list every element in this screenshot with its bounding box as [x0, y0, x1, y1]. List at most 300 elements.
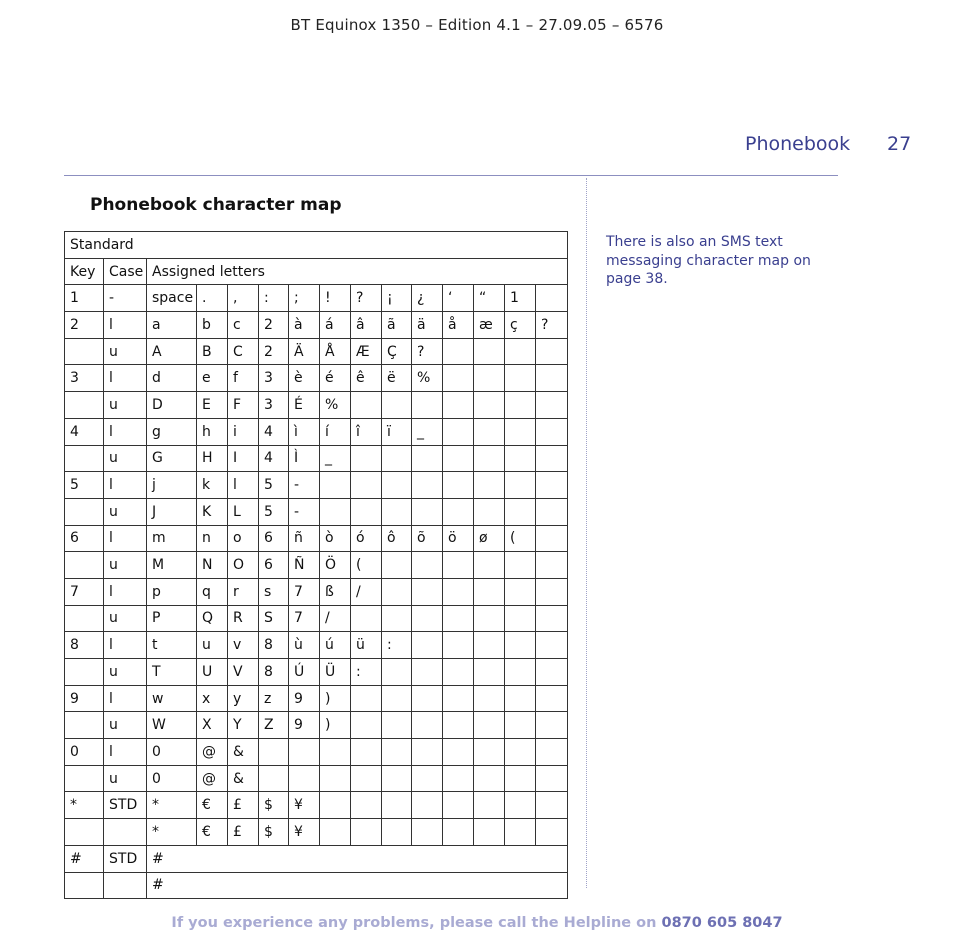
- key-cell: 9: [65, 685, 104, 712]
- letter-cell: 3: [259, 392, 289, 419]
- letter-cell: S: [259, 605, 289, 632]
- letter-cell: Q: [197, 605, 228, 632]
- letter-cell: C: [228, 338, 259, 365]
- table-row: [65, 578, 568, 605]
- table-row: [65, 445, 568, 472]
- letter-cell: [505, 365, 536, 392]
- letter-cell: [351, 712, 382, 739]
- letter-cell: K: [197, 498, 228, 525]
- letter-cell: [536, 418, 568, 445]
- letter-cell: [351, 819, 382, 846]
- letter-cell: :: [259, 285, 289, 312]
- table-row: [65, 552, 568, 579]
- letter-cell: Ü: [320, 659, 351, 686]
- letter-cell: V: [228, 659, 259, 686]
- letter-cell: L: [228, 498, 259, 525]
- letter-cell: [412, 632, 443, 659]
- letter-cell: [505, 498, 536, 525]
- letter-cell: 2: [259, 338, 289, 365]
- case-cell: u: [104, 765, 147, 792]
- letter-cell: i: [228, 418, 259, 445]
- letter-cell: U: [197, 659, 228, 686]
- letter-cell: [474, 739, 505, 766]
- letter-cell: [412, 765, 443, 792]
- letter-cell: c: [228, 312, 259, 339]
- letter-cell: [443, 632, 474, 659]
- letter-cell: [536, 445, 568, 472]
- table-row: [65, 659, 568, 686]
- letter-cell: é: [320, 365, 351, 392]
- key-cell: 8: [65, 632, 104, 659]
- letter-cell: M: [147, 552, 197, 579]
- key-cell: [65, 552, 104, 579]
- letter-cell: ): [320, 712, 351, 739]
- key-cell: #: [65, 845, 104, 872]
- case-cell: -: [104, 285, 147, 312]
- letter-cell: #: [147, 845, 568, 872]
- key-cell: 7: [65, 578, 104, 605]
- key-cell: [65, 445, 104, 472]
- letter-cell: Æ: [351, 338, 382, 365]
- letter-cell: w: [147, 685, 197, 712]
- letter-cell: [443, 712, 474, 739]
- case-cell: [104, 819, 147, 846]
- letter-cell: ê: [351, 365, 382, 392]
- case-cell: STD: [104, 792, 147, 819]
- letter-cell: [382, 552, 412, 579]
- letter-cell: [443, 819, 474, 846]
- letter-cell: [382, 819, 412, 846]
- letter-cell: :: [382, 632, 412, 659]
- case-cell: l: [104, 632, 147, 659]
- letter-cell: [443, 739, 474, 766]
- letter-cell: 6: [259, 525, 289, 552]
- letter-cell: [505, 659, 536, 686]
- letter-cell: ?: [536, 312, 568, 339]
- letter-cell: [474, 605, 505, 632]
- letter-cell: @: [197, 739, 228, 766]
- letter-cell: [536, 338, 568, 365]
- table-row: [65, 472, 568, 499]
- letter-cell: l: [228, 472, 259, 499]
- letter-cell: [320, 739, 351, 766]
- document-header: BT Equinox 1350 – Edition 4.1 – 27.09.05 – 6576: [290, 16, 664, 34]
- key-cell: 1: [65, 285, 104, 312]
- letter-cell: 1: [505, 285, 536, 312]
- letter-cell: E: [197, 392, 228, 419]
- case-cell: l: [104, 578, 147, 605]
- letter-cell: s: [259, 578, 289, 605]
- letter-cell: [289, 765, 320, 792]
- letter-cell: #: [147, 872, 568, 899]
- letter-cell: ¿: [412, 285, 443, 312]
- letter-cell: ;: [289, 285, 320, 312]
- case-cell: u: [104, 498, 147, 525]
- letter-cell: &: [228, 739, 259, 766]
- key-cell: [65, 872, 104, 899]
- header-assigned-letters: Assigned letters: [147, 258, 568, 285]
- letter-cell: F: [228, 392, 259, 419]
- letter-cell: -: [289, 472, 320, 499]
- letter-cell: k: [197, 472, 228, 499]
- letter-cell: ): [320, 685, 351, 712]
- letter-cell: £: [228, 792, 259, 819]
- letter-cell: [474, 552, 505, 579]
- table-row: [65, 872, 568, 899]
- case-cell: u: [104, 552, 147, 579]
- letter-cell: å: [443, 312, 474, 339]
- letter-cell: 4: [259, 418, 289, 445]
- case-cell: u: [104, 712, 147, 739]
- letter-cell: T: [147, 659, 197, 686]
- key-cell: 2: [65, 312, 104, 339]
- letter-cell: A: [147, 338, 197, 365]
- case-cell: u: [104, 659, 147, 686]
- letter-cell: [443, 472, 474, 499]
- letter-cell: x: [197, 685, 228, 712]
- table-row: [65, 845, 568, 872]
- letter-cell: ç: [505, 312, 536, 339]
- letter-cell: *: [147, 819, 197, 846]
- table-row: [65, 392, 568, 419]
- letter-cell: r: [228, 578, 259, 605]
- letter-cell: ù: [289, 632, 320, 659]
- letter-cell: [382, 605, 412, 632]
- letter-cell: [412, 552, 443, 579]
- letter-cell: [382, 659, 412, 686]
- letter-cell: /: [351, 578, 382, 605]
- letter-cell: Ç: [382, 338, 412, 365]
- letter-cell: î: [351, 418, 382, 445]
- letter-cell: @: [197, 765, 228, 792]
- header-row: [65, 258, 568, 285]
- letter-cell: [474, 632, 505, 659]
- letter-cell: [443, 552, 474, 579]
- letter-cell: [536, 285, 568, 312]
- table-row: [65, 685, 568, 712]
- letter-cell: [351, 739, 382, 766]
- page-number: 27: [887, 133, 912, 155]
- letter-cell: 4: [259, 445, 289, 472]
- letter-cell: [536, 685, 568, 712]
- letter-cell: [382, 445, 412, 472]
- key-cell: 3: [65, 365, 104, 392]
- key-cell: [65, 498, 104, 525]
- letter-cell: ô: [382, 525, 412, 552]
- letter-cell: Ñ: [289, 552, 320, 579]
- letter-cell: ó: [351, 525, 382, 552]
- letter-cell: [412, 739, 443, 766]
- letter-cell: ¡: [382, 285, 412, 312]
- letter-cell: [536, 365, 568, 392]
- letter-cell: [505, 418, 536, 445]
- letter-cell: €: [197, 819, 228, 846]
- letter-cell: [536, 765, 568, 792]
- letter-cell: [443, 418, 474, 445]
- letter-cell: [474, 445, 505, 472]
- letter-cell: &: [228, 765, 259, 792]
- letter-cell: 7: [289, 605, 320, 632]
- letter-cell: [536, 739, 568, 766]
- case-cell: l: [104, 739, 147, 766]
- letter-cell: [382, 712, 412, 739]
- letter-cell: D: [147, 392, 197, 419]
- letter-cell: space: [147, 285, 197, 312]
- letter-cell: $: [259, 792, 289, 819]
- letter-cell: [351, 445, 382, 472]
- letter-cell: [505, 578, 536, 605]
- letter-cell: [443, 659, 474, 686]
- letter-cell: 0: [147, 765, 197, 792]
- letter-cell: Å: [320, 338, 351, 365]
- letter-cell: [382, 765, 412, 792]
- letter-cell: [505, 605, 536, 632]
- letter-cell: æ: [474, 312, 505, 339]
- letter-cell: í: [320, 418, 351, 445]
- letter-cell: B: [197, 338, 228, 365]
- letter-cell: f: [228, 365, 259, 392]
- letter-cell: 5: [259, 472, 289, 499]
- letter-cell: [443, 792, 474, 819]
- letter-cell: [505, 792, 536, 819]
- letter-cell: n: [197, 525, 228, 552]
- letter-cell: [443, 365, 474, 392]
- letter-cell: [505, 632, 536, 659]
- letter-cell: v: [228, 632, 259, 659]
- letter-cell: G: [147, 445, 197, 472]
- letter-cell: (: [505, 525, 536, 552]
- letter-cell: [289, 739, 320, 766]
- letter-cell: [443, 605, 474, 632]
- letter-cell: [474, 659, 505, 686]
- letter-cell: [474, 712, 505, 739]
- letter-cell: d: [147, 365, 197, 392]
- letter-cell: [536, 712, 568, 739]
- table-row: [65, 498, 568, 525]
- letter-cell: t: [147, 632, 197, 659]
- letter-cell: [474, 819, 505, 846]
- case-cell: u: [104, 445, 147, 472]
- letter-cell: u: [197, 632, 228, 659]
- letter-cell: â: [351, 312, 382, 339]
- letter-cell: [536, 392, 568, 419]
- letter-cell: [474, 765, 505, 792]
- letter-cell: ä: [412, 312, 443, 339]
- letter-cell: ,: [228, 285, 259, 312]
- letter-cell: [505, 819, 536, 846]
- letter-cell: p: [147, 578, 197, 605]
- letter-cell: -: [289, 498, 320, 525]
- letter-cell: e: [197, 365, 228, 392]
- letter-cell: [536, 659, 568, 686]
- letter-cell: 8: [259, 632, 289, 659]
- letter-cell: [320, 792, 351, 819]
- letter-cell: [505, 739, 536, 766]
- letter-cell: P: [147, 605, 197, 632]
- letter-cell: [443, 498, 474, 525]
- letter-cell: [443, 578, 474, 605]
- letter-cell: ü: [351, 632, 382, 659]
- table-row: [65, 525, 568, 552]
- key-cell: [65, 819, 104, 846]
- letter-cell: W: [147, 712, 197, 739]
- letter-cell: [474, 392, 505, 419]
- table-row: [65, 365, 568, 392]
- key-cell: 4: [65, 418, 104, 445]
- letter-cell: J: [147, 498, 197, 525]
- table-row: [65, 605, 568, 632]
- letter-cell: /: [320, 605, 351, 632]
- letter-cell: [351, 792, 382, 819]
- letter-cell: Ì: [289, 445, 320, 472]
- letter-cell: [536, 605, 568, 632]
- case-cell: l: [104, 472, 147, 499]
- letter-cell: á: [320, 312, 351, 339]
- letter-cell: [382, 685, 412, 712]
- letter-cell: ¥: [289, 792, 320, 819]
- helpline-phone: 0870 605 8047: [661, 915, 783, 931]
- letter-cell: [412, 659, 443, 686]
- case-cell: u: [104, 338, 147, 365]
- letter-cell: õ: [412, 525, 443, 552]
- letter-cell: [505, 472, 536, 499]
- letter-cell: H: [197, 445, 228, 472]
- key-cell: 5: [65, 472, 104, 499]
- letter-cell: h: [197, 418, 228, 445]
- letter-cell: è: [289, 365, 320, 392]
- table-row: [65, 819, 568, 846]
- header-case: Case: [104, 258, 147, 285]
- letter-cell: [320, 765, 351, 792]
- case-cell: l: [104, 312, 147, 339]
- letter-cell: 2: [259, 312, 289, 339]
- letter-cell: ú: [320, 632, 351, 659]
- letter-cell: [320, 472, 351, 499]
- table-row: [65, 712, 568, 739]
- letter-cell: [412, 712, 443, 739]
- letter-cell: [474, 498, 505, 525]
- header-key: Key: [65, 258, 104, 285]
- letter-cell: a: [147, 312, 197, 339]
- letter-cell: 0: [147, 739, 197, 766]
- letter-cell: X: [197, 712, 228, 739]
- letter-cell: ß: [320, 578, 351, 605]
- letter-cell: [259, 739, 289, 766]
- letter-cell: [351, 392, 382, 419]
- letter-cell: [505, 685, 536, 712]
- letter-cell: ï: [382, 418, 412, 445]
- letter-cell: [412, 392, 443, 419]
- letter-cell: [320, 498, 351, 525]
- letter-cell: [443, 685, 474, 712]
- letter-cell: [320, 819, 351, 846]
- letter-cell: $: [259, 819, 289, 846]
- letter-cell: %: [412, 365, 443, 392]
- letter-cell: [412, 819, 443, 846]
- letter-cell: !: [320, 285, 351, 312]
- key-cell: [65, 765, 104, 792]
- letter-cell: (: [351, 552, 382, 579]
- key-cell: [65, 392, 104, 419]
- letter-cell: [382, 792, 412, 819]
- letter-cell: [443, 765, 474, 792]
- letter-cell: y: [228, 685, 259, 712]
- letter-cell: j: [147, 472, 197, 499]
- letter-cell: %: [320, 392, 351, 419]
- letter-cell: [412, 578, 443, 605]
- table-row: [65, 338, 568, 365]
- letter-cell: [351, 498, 382, 525]
- letter-cell: 3: [259, 365, 289, 392]
- letter-cell: b: [197, 312, 228, 339]
- letter-cell: Y: [228, 712, 259, 739]
- case-cell: l: [104, 365, 147, 392]
- caption-cell: Standard: [65, 232, 568, 259]
- letter-cell: I: [228, 445, 259, 472]
- key-cell: [65, 659, 104, 686]
- key-cell: 0: [65, 739, 104, 766]
- case-cell: l: [104, 418, 147, 445]
- letter-cell: 8: [259, 659, 289, 686]
- letter-cell: 9: [289, 712, 320, 739]
- letter-cell: :: [351, 659, 382, 686]
- letter-cell: [536, 819, 568, 846]
- letter-cell: _: [412, 418, 443, 445]
- letter-cell: ì: [289, 418, 320, 445]
- letter-cell: Ä: [289, 338, 320, 365]
- section-title: Phonebook: [745, 133, 851, 155]
- case-cell: u: [104, 605, 147, 632]
- table-row: [65, 285, 568, 312]
- letter-cell: [505, 392, 536, 419]
- column-divider: [586, 178, 587, 888]
- side-note: There is also an SMS text messaging character map on page 38.: [606, 234, 811, 287]
- table-row: [65, 765, 568, 792]
- letter-cell: q: [197, 578, 228, 605]
- letter-cell: ‘: [443, 285, 474, 312]
- letter-cell: [505, 712, 536, 739]
- letter-cell: [536, 472, 568, 499]
- letter-cell: [474, 365, 505, 392]
- letter-cell: €: [197, 792, 228, 819]
- case-cell: u: [104, 392, 147, 419]
- letter-cell: [412, 445, 443, 472]
- letter-cell: O: [228, 552, 259, 579]
- letter-cell: o: [228, 525, 259, 552]
- letter-cell: ë: [382, 365, 412, 392]
- case-cell: l: [104, 685, 147, 712]
- letter-cell: [505, 338, 536, 365]
- map-title: Phonebook character map: [90, 195, 342, 215]
- helpline-footer: [0, 915, 954, 931]
- letter-cell: [443, 445, 474, 472]
- letter-cell: [474, 685, 505, 712]
- letter-cell: ?: [351, 285, 382, 312]
- letter-cell: ø: [474, 525, 505, 552]
- letter-cell: 6: [259, 552, 289, 579]
- letter-cell: à: [289, 312, 320, 339]
- letter-cell: Ú: [289, 659, 320, 686]
- letter-cell: [382, 739, 412, 766]
- letter-cell: [351, 472, 382, 499]
- letter-cell: _: [320, 445, 351, 472]
- key-cell: [65, 338, 104, 365]
- letter-cell: [412, 498, 443, 525]
- letter-cell: R: [228, 605, 259, 632]
- letter-cell: m: [147, 525, 197, 552]
- letter-cell: [351, 685, 382, 712]
- table-row: [65, 739, 568, 766]
